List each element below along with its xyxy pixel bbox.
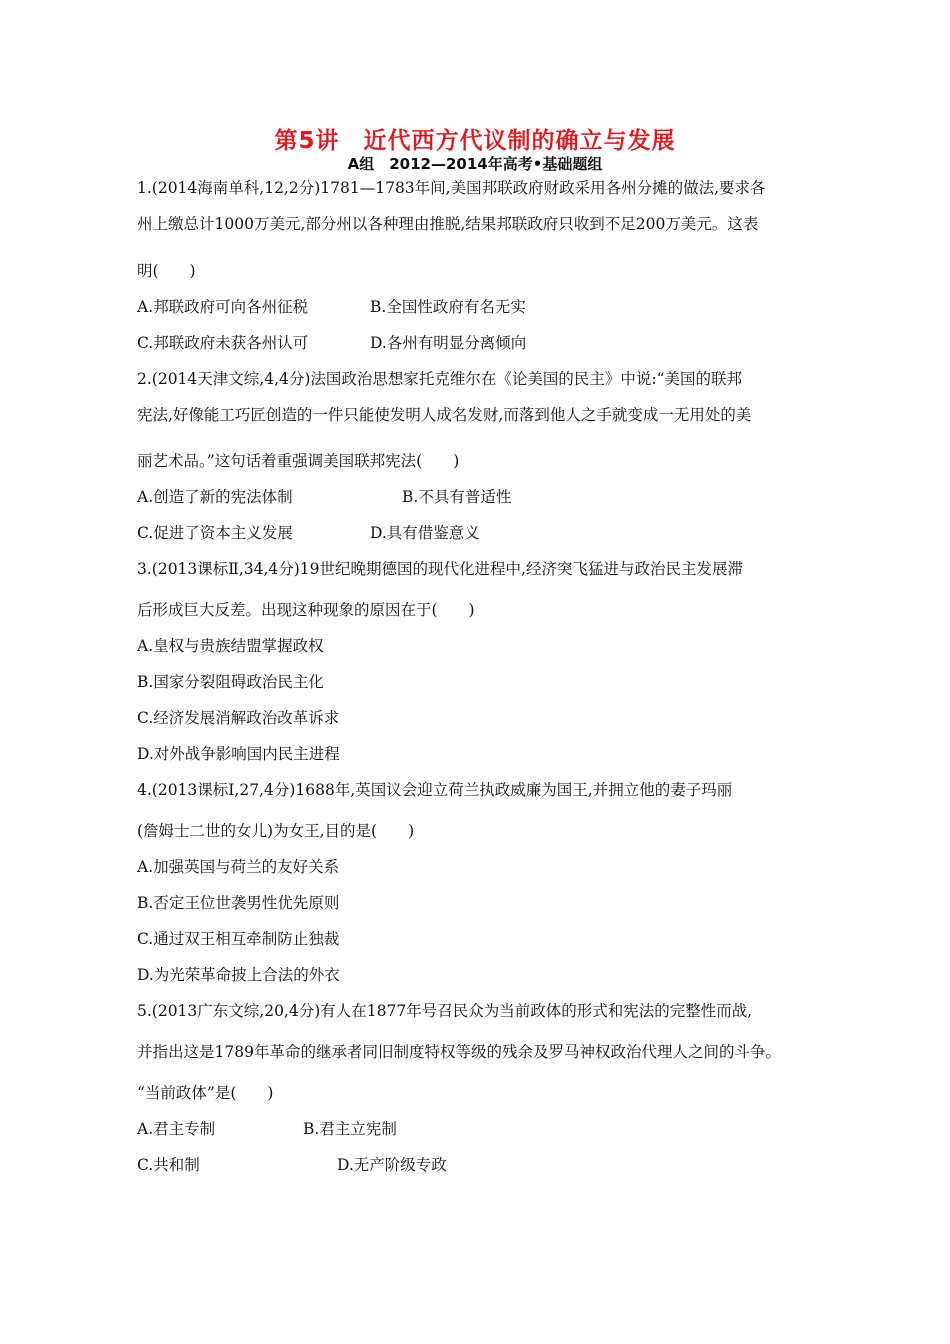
question-3-option-c: C.经济发展消解政治改革诉求 [137,709,340,727]
question-5-option-c: C.共和制 [137,1156,200,1174]
question-3-line-2: 后形成巨大反差。出现这种现象的原因在于( ) [137,601,475,619]
question-1-line-3: 明( ) [137,262,196,280]
question-4-line-1: 4.(2013课标Ⅰ,27,4分)1688年,英国议会迎立荷兰执政威廉为国王,并拥立他的妻子玛丽 [137,781,733,799]
question-4-option-b: B.否定王位世袭男性优先原则 [137,894,340,912]
question-5-line-3: “当前政体”是( ) [137,1084,274,1102]
section-subtitle: A组 2012—2014年高考•基础题组 [347,155,603,173]
question-1-line-1: 1.(2014海南单科,12,2分)1781—1783年间,美国邦联政府财政采用各州分摊的做法,要求各 [137,179,766,197]
question-3-option-d: D.对外战争影响国内民主进程 [137,745,340,763]
question-5-option-b: B.君主立宪制 [303,1120,397,1138]
question-4-option-c: C.通过双王相互牵制防止独裁 [137,930,340,948]
question-2-line-1: 2.(2014天津文综,4,4分)法国政治思想家托克维尔在《论美国的民主》中说:“美国的联邦 [137,370,743,388]
question-4-option-a: A.加强英国与荷兰的友好关系 [137,858,340,876]
question-2-option-c: C.促进了资本主义发展 [137,524,293,542]
question-5-line-1: 5.(2013广东文综,20,4分)有人在1877年号召民众为当前政体的形式和宪法的完整性而战, [137,1002,753,1020]
question-3-option-a: A.皇权与贵族结盟掌握政权 [137,637,324,655]
question-2-option-b: B.不具有普适性 [402,488,512,506]
question-5-line-2: 并指出这是1789年革命的继承者同旧制度特权等级的残余及罗马神权政治代理人之间的斗争。 [137,1043,781,1061]
question-1-line-2: 州上缴总计1000万美元,部分州以各种理由推脱,结果邦联政府只收到不足200万美元。这表 [137,215,759,233]
question-5-option-a: A.君主专制 [137,1120,216,1138]
question-5-option-d: D.无产阶级专政 [337,1156,447,1174]
question-2-option-d: D.具有借鉴意义 [370,524,480,542]
question-3-option-b: B.国家分裂阻碍政治民主化 [137,673,324,691]
question-1-option-a: A.邦联政府可向各州征税 [137,298,309,316]
question-2-option-a: A.创造了新的宪法体制 [137,488,293,506]
question-4-option-d: D.为光荣革命披上合法的外衣 [137,966,340,984]
question-4-line-2: (詹姆士二世的女儿)为女王,目的是( ) [137,822,415,840]
question-3-line-1: 3.(2013课标Ⅱ,34,4分)19世纪晚期德国的现代化进程中,经济突飞猛进与政治民主发展滞 [137,560,743,578]
question-2-line-2: 宪法,好像能工巧匠创造的一件只能使发明人成名发财,而落到他人之手就变成一无用处的美 [137,406,752,424]
question-1-option-c: C.邦联政府未获各州认可 [137,334,309,352]
question-1-option-d: D.各州有明显分离倾向 [370,334,527,352]
question-2-line-3: 丽艺术品。”这句话着重强调美国联邦宪法( ) [137,452,460,470]
page-title: 第5讲 近代西方代议制的确立与发展 [274,128,676,154]
question-1-option-b: B.全国性政府有名无实 [370,298,526,316]
